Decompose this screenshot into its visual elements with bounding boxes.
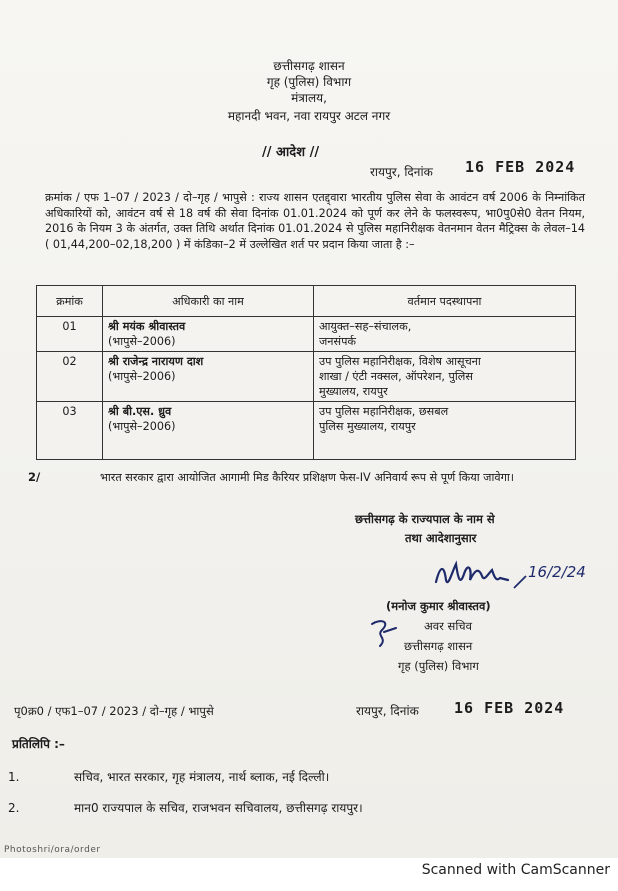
officers-table	[36, 285, 576, 460]
posting-line: आयुक्त–सह–संचालक,	[319, 320, 412, 333]
copy-item-number: 1.	[8, 770, 20, 784]
officer-batch: (भापुसे–2006)	[108, 370, 176, 383]
camscanner-watermark: Scanned with CamScanner	[421, 862, 610, 878]
signoff-line1: छत्तीसगढ़ के राज्यपाल के नाम से	[355, 512, 495, 526]
header-address: महानदी भवन, नवा रायपुर अटल नगर	[227, 109, 391, 123]
endorsement-ref: पृ0क्र0 / एफ1–07 / 2023 / दो–गृह / भापुसे	[14, 704, 214, 718]
signatory-name: (मनोज कुमार श्रीवास्तव)	[386, 599, 491, 613]
signature-date: 16/2/24	[528, 563, 586, 581]
posting-cell	[314, 317, 576, 352]
posting-line: पुलिस मुख्यालय, रायपुर	[319, 420, 416, 433]
officer-name: श्री राजेन्द्र नारायण दाश	[108, 355, 204, 368]
date-label: रायपुर, दिनांक	[370, 165, 433, 179]
posting-line: उप पुलिस महानिरीक्षक, छसबल	[319, 405, 449, 418]
header-ministry: मंत्रालय,	[291, 91, 327, 105]
copy-item-number: 2.	[8, 801, 20, 815]
initials-mark	[366, 616, 402, 650]
endorsement-date-stamp: 16 FEB 2024	[454, 699, 565, 717]
serial-cell: 02	[37, 352, 103, 402]
posting-line: उप पुलिस महानिरीक्षक, विशेष आसूचना	[319, 355, 481, 368]
signoff-line2: तथा आदेशानुसार	[405, 531, 477, 545]
posting-line: जनसंपर्क	[319, 335, 357, 348]
date-stamp: 16 FEB 2024	[465, 158, 576, 176]
cut-off-text: Photoshri/ora/order	[4, 845, 101, 855]
order-body: क्रमांक / एफ 1–07 / 2023 / दो–गृह / भापुसे : राज्य शासन एतद्द्वारा भारतीय पुलिस सेवा के आवंटन वर्ष 2006 के निम्नांकित अधिकारियों को, आवंटन वर्ष से 18 वर्ष की सेवा दिनांक 01.01.2024 को पूर्ण कर लेने के फलस्वरूप, भा0पु0से0 वेतन नियम, 2016 के नियम 3 के अंतर्गत, उक्त तिथि अर्थात दिनांक 01.01.2024 से पुलिस महानिरीक्षक वेतनमान वेतन मैट्रिक्स के लेवल–14 ( 01,44,200–02,18,200 ) में कंडिका–2 में उल्लेखित शर्त पर प्रदान किया जाता है :–	[45, 191, 585, 251]
officer-name: श्री बी.एस. ध्रुव	[108, 405, 172, 418]
copy-item-text: मान0 राज्यपाल के सचिव, राजभवन सचिवालय, छत्तीसगढ़ रायपुर।	[74, 801, 363, 815]
col-current-posting: वर्तमान पदस्थापना	[314, 286, 576, 317]
para2-number: 2/	[28, 470, 41, 484]
posting-cell	[314, 402, 576, 460]
serial-cell: 01	[37, 317, 103, 352]
posting-line: शाखा / एंटी नक्सल, ऑपरेशन, पुलिस	[319, 370, 473, 383]
officer-cell	[103, 317, 314, 352]
officer-batch: (भापुसे–2006)	[108, 335, 176, 348]
header-state: छत्तीसगढ़ शासन	[273, 59, 345, 73]
col-officer-name: अधिकारी का नाम	[103, 286, 314, 317]
para2-text: भारत सरकार द्वारा आयोजित आगामी मिड कैरियर प्रशिक्षण फेस-IV अनिवार्य रूप से पूर्ण किया जावेगा।	[100, 471, 515, 484]
signatory-designation: अवर सचिव	[424, 619, 472, 633]
col-serial: क्रमांक	[37, 286, 103, 317]
posting-line: मुख्यालय, रायपुर	[319, 385, 388, 398]
officer-cell	[103, 352, 314, 402]
table-row	[37, 352, 576, 402]
order-title: // आदेश //	[262, 145, 320, 160]
officer-cell	[103, 402, 314, 460]
header-department: गृह (पुलिस) विभाग	[266, 75, 352, 89]
posting-cell	[314, 352, 576, 402]
officer-batch: (भापुसे–2006)	[108, 420, 176, 433]
table-row	[37, 317, 576, 352]
serial-cell: 03	[37, 402, 103, 460]
table-header-row	[37, 286, 576, 317]
officer-name: श्री मयंक श्रीवास्तव	[108, 320, 186, 333]
copy-item-text: सचिव, भारत सरकार, गृह मंत्रालय, नार्थ ब्लाक, नई दिल्ली।	[74, 770, 330, 784]
endorsement-date-label: रायपुर, दिनांक	[356, 704, 419, 718]
copy-to-label: प्रतिलिपि :–	[12, 737, 65, 751]
table-row	[37, 402, 576, 460]
signatory-dept: गृह (पुलिस) विभाग	[398, 659, 479, 673]
signatory-govt: छत्तीसगढ़ शासन	[404, 639, 473, 653]
